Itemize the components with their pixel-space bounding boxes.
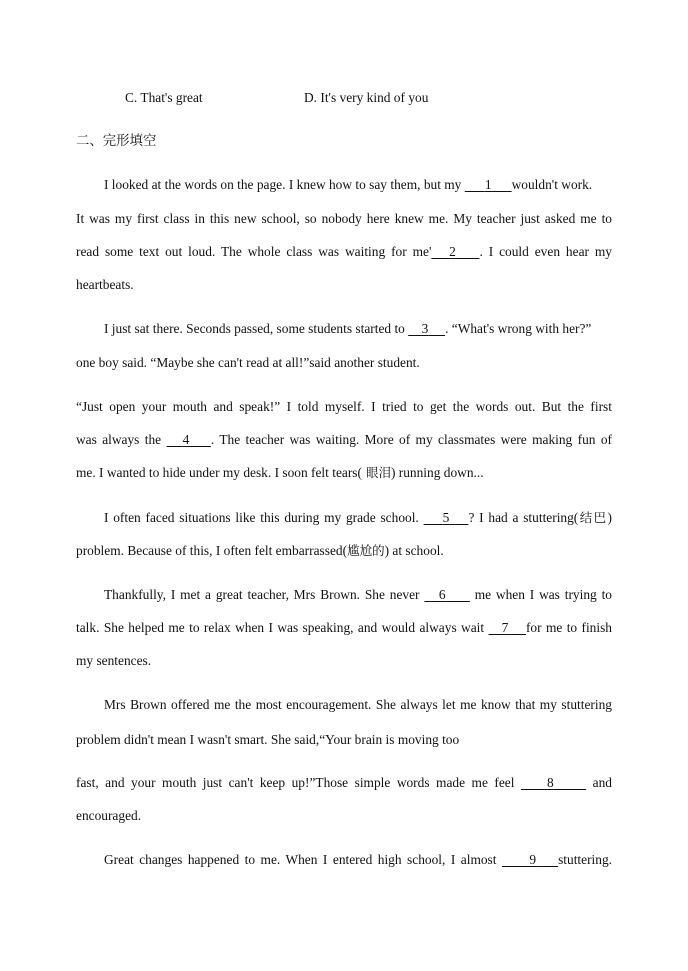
blank-7[interactable]: 7 <box>501 620 509 635</box>
paragraph-7-line-1: Great changes happened to me. When I entered high school, I almost 9 stuttering. <box>104 852 613 867</box>
option-c: C. That's great <box>125 90 203 105</box>
paragraph-1-line-2: It was my first class in this new school, so nobody here knew me. My teacher just asked me to <box>76 211 612 226</box>
paragraph-3-line-2: was always the 4 . The teacher was waiting. More of my classmates were making fun of <box>76 432 613 447</box>
paragraph-4-line-2: problem. Because of this, I often felt embarrassed(尴尬的) at school. <box>76 543 444 558</box>
section-title: 二、完形填空 <box>76 134 157 149</box>
blank-9[interactable]: 9 <box>529 852 537 867</box>
paragraph-5-line-3: my sentences. <box>76 653 152 668</box>
paragraph-6-line-1: Mrs Brown offered me the most encouragement. She always let me know that my stuttering <box>104 697 612 712</box>
paragraph-3-line-3: me. I wanted to hide under my desk. I soon felt tears( 眼泪) running down... <box>76 465 484 480</box>
paragraph-1-line-1: I looked at the words on the page. I knew how to say them, but my 1 wouldn't work. <box>104 177 593 192</box>
option-d: D. It's very kind of you <box>304 90 429 105</box>
paragraph-6-line-2: problem didn't mean I wasn't smart. She said,“Your brain is moving too <box>76 732 460 747</box>
paragraph-5-line-2: talk. She helped me to relax when I was speaking, and would always wait 7 for me to finish <box>76 620 612 635</box>
blank-4[interactable]: 4 <box>182 432 190 447</box>
paragraph-6-line-3: fast, and your mouth just can't keep up!”Those simple words made me feel 8 and <box>76 775 613 790</box>
blank-2[interactable]: 2 <box>449 244 456 259</box>
paragraph-5-line-1: Thankfully, I met a great teacher, Mrs Brown. She never 6 me when I was trying to <box>104 587 612 602</box>
blank-5[interactable]: 5 <box>442 510 450 525</box>
paragraph-6-line-4: encouraged. <box>76 808 142 823</box>
blank-1[interactable]: 1 <box>484 177 492 192</box>
paragraph-1-line-4: heartbeats. <box>76 277 134 292</box>
blank-3[interactable]: 3 <box>421 321 429 336</box>
blank-8[interactable]: 8 <box>546 775 554 790</box>
paragraph-4-line-1: I often faced situations like this during my grade school. 5 ? I had a stuttering(结巴) <box>104 510 613 525</box>
paragraph-2-line-1: I just sat there. Seconds passed, some students started to 3 . “What's wrong with her?” <box>104 321 592 336</box>
blank-6[interactable]: 6 <box>438 587 446 602</box>
paragraph-2-line-2: one boy said. “Maybe she can't read at all!”said another student. <box>76 355 420 370</box>
paragraph-3-line-1: “Just open your mouth and speak!” I told myself. I tried to get the words out. But the first <box>76 399 612 414</box>
paragraph-1-line-3: read some text out loud. The whole class was waiting for me' 2 . I could even hear my <box>76 244 612 259</box>
